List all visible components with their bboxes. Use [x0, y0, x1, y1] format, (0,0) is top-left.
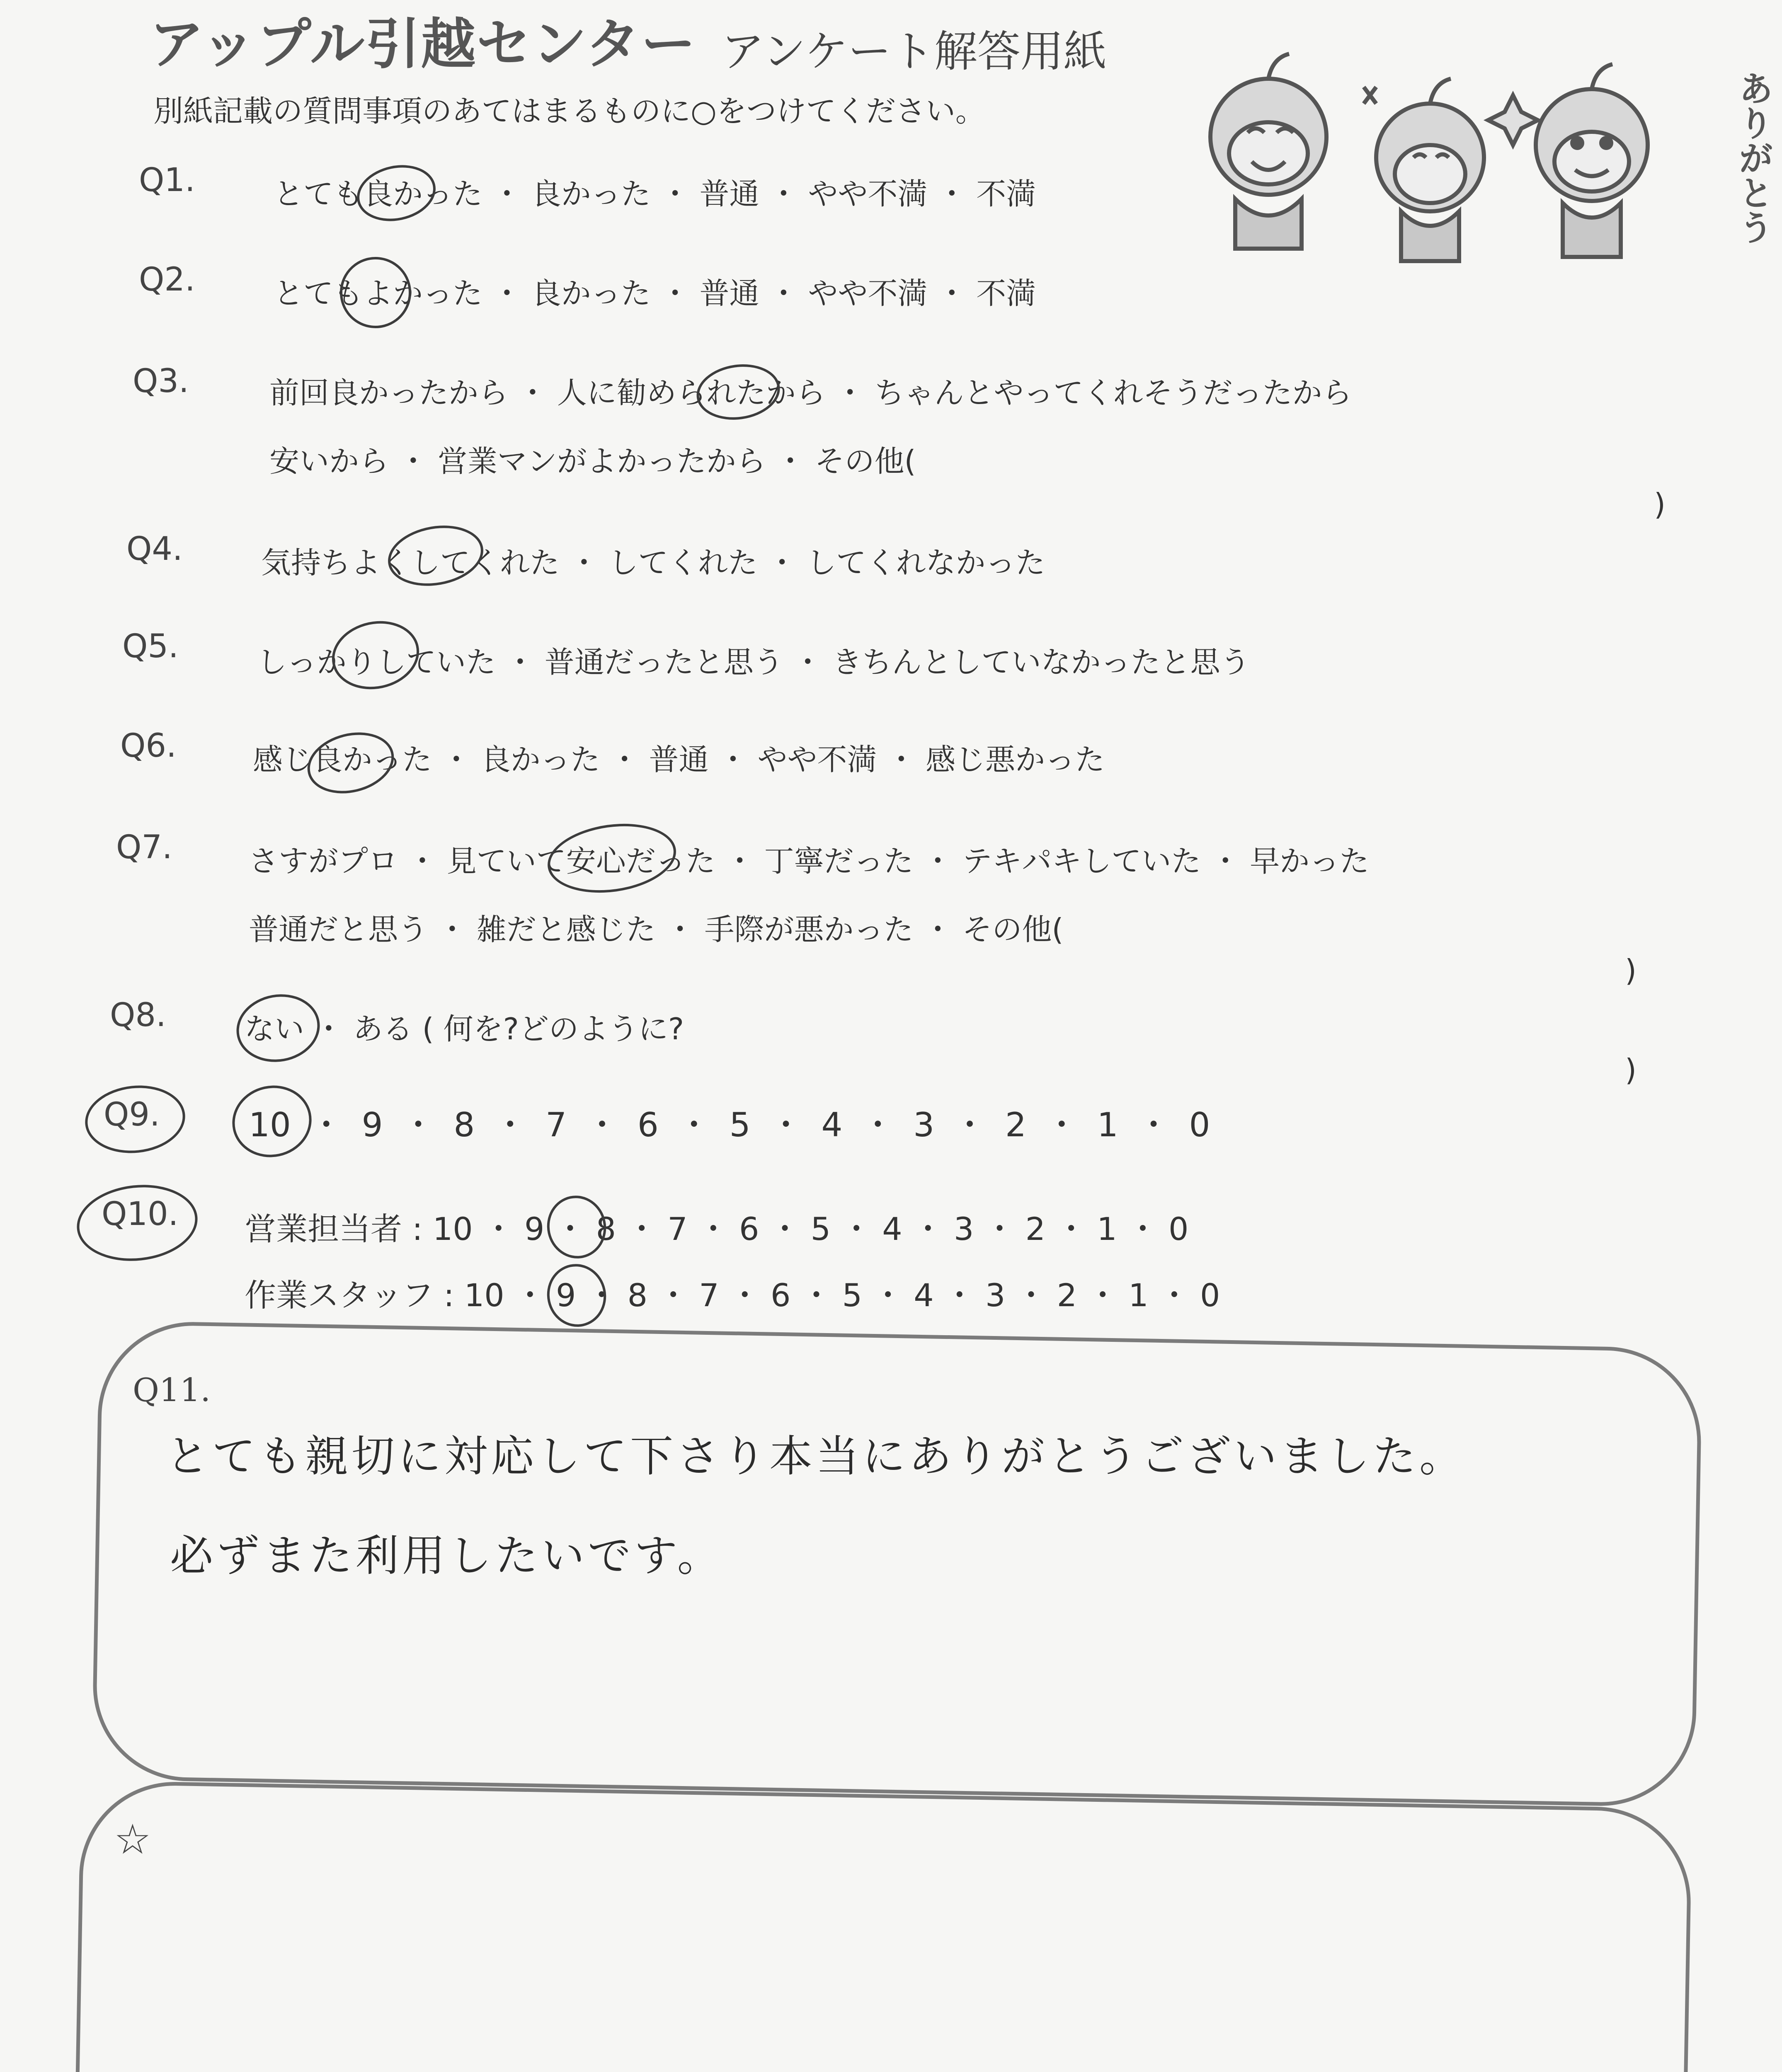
arigatou-text: ありがとう — [1733, 70, 1774, 244]
instruction-text: 別紙記載の質問事項のあてはまるものに○をつけてください。 — [153, 94, 985, 128]
q4-options: 気持ちよくしてくれた ・ してくれた ・ してくれなかった — [261, 545, 1045, 580]
q2-label: Q2. — [139, 261, 195, 298]
q2-answer-circle — [332, 249, 419, 336]
q6-options: 感じ良かった ・ 良かった ・ 普通 ・ やや不満 ・ 感じ悪かった — [253, 742, 1105, 777]
q7-answer-circle — [543, 816, 681, 900]
q7-options-line1: さすがプロ ・ 見ていて安心だった ・ 丁寧だった ・ テキパキしていた ・ 早かった — [249, 844, 1370, 879]
q10-sales-answer-circle — [541, 1190, 612, 1264]
q5-answer-circle — [325, 613, 425, 697]
q7-label: Q7. — [116, 829, 172, 866]
q11-label: Q11. — [133, 1372, 211, 1409]
q7-options-line2: 普通だと思う ・ 雑だと感じた ・ 手際が悪かった ・ その他( — [249, 912, 1064, 947]
q10-sales-options: 営業担当者 : 10 ・ 9 ・ 8 ・ 7 ・ 6 ・ 5 ・ 4 ・ 3 ・ 2 ・ 1 ・ 0 — [245, 1210, 1189, 1247]
company-title: アップル引越センター — [149, 12, 697, 76]
q3-close-paren: ) — [1654, 487, 1666, 522]
q4-label: Q4. — [126, 530, 183, 568]
q8-options: ない ・ ある ( 何を?どのように? — [245, 1012, 684, 1046]
q3-options-line1: 前回良かったから ・ 人に勧められたから ・ ちゃんとやってくれそうだったから — [269, 375, 1352, 410]
monkey-mascots-illustration — [1181, 50, 1720, 282]
q10-staff-answer-circle — [541, 1259, 612, 1332]
q8-label: Q8. — [110, 997, 166, 1034]
q11-handwritten-line1: とても親切に対応して下さり本当にありがとうございました。 — [166, 1431, 1466, 1481]
q8-close-paren: ) — [1625, 1053, 1637, 1087]
q9-answer-circle — [225, 1078, 318, 1164]
q5-label: Q5. — [122, 628, 179, 665]
q4-answer-circle — [383, 518, 488, 593]
q10-label: Q10. — [102, 1196, 179, 1233]
q10-staff-options: 作業スタッフ : 10 ・ 9 ・ 8 ・ 7 ・ 6 ・ 5 ・ 4 ・ 3 ・ 2 ・ 1 ・ 0 — [245, 1277, 1220, 1314]
q9-label: Q9. — [104, 1096, 160, 1133]
q3-options-line2: 安いから ・ 営業マンがよかったから ・ その他( — [269, 444, 916, 479]
q10-label-circle — [73, 1179, 201, 1267]
q9-label-circle — [82, 1081, 189, 1158]
q5-options: しっかりしていた ・ 普通だったと思う ・ きちんとしていなかったと思う — [257, 645, 1250, 680]
star-icon: ☆ — [114, 1815, 151, 1864]
q1-answer-circle — [352, 158, 441, 228]
q3-label: Q3. — [133, 363, 189, 400]
q8-answer-circle — [231, 988, 325, 1069]
q6-label: Q6. — [120, 727, 177, 765]
q7-close-paren: ) — [1625, 953, 1637, 988]
q2-options: とてもよかった ・ 良かった ・ 普通 ・ やや不満 ・ 不満 — [274, 276, 1036, 311]
q1-label: Q1. — [139, 162, 195, 199]
q9-score-options: 10 ・ 9 ・ 8 ・ 7 ・ 6 ・ 5 ・ 4 ・ 3 ・ 2 ・ 1 ・ 0 — [249, 1106, 1210, 1144]
star-comment-box — [73, 1780, 1692, 2072]
q1-options: とても良かった ・ 良かった ・ 普通 ・ やや不満 ・ 不満 — [274, 177, 1036, 211]
form-subtitle: アンケート解答用紙 — [721, 26, 1107, 77]
q11-handwritten-line2: 必ずまた利用したいです。 — [170, 1530, 724, 1581]
